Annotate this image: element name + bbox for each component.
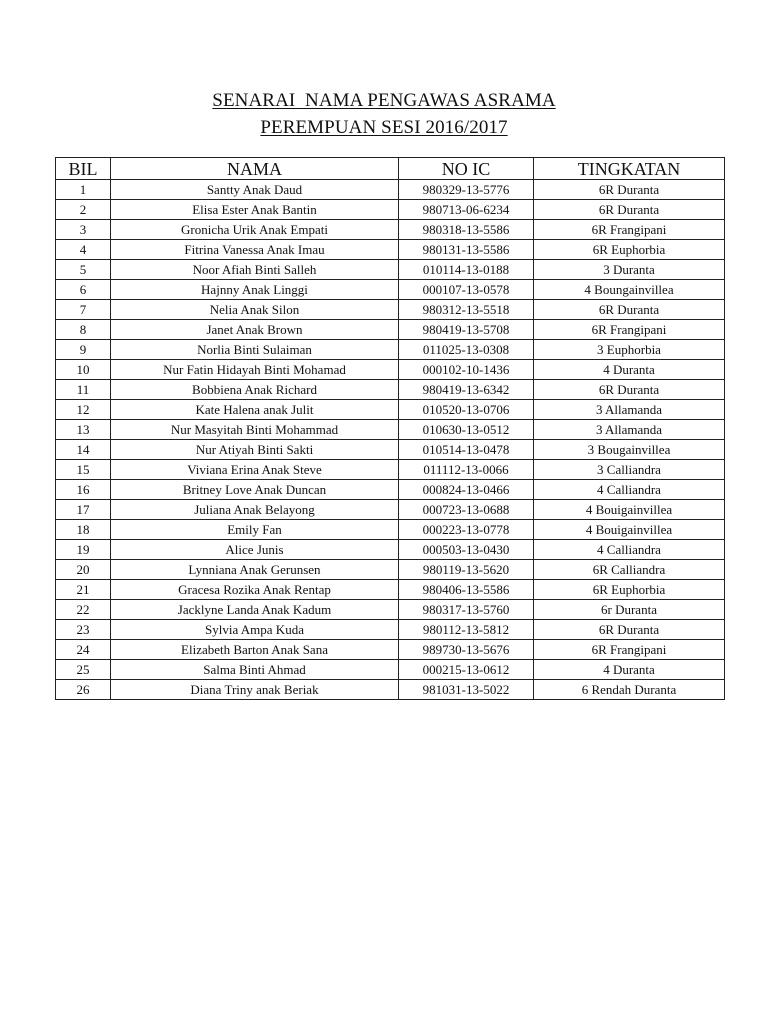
table-row [56, 580, 725, 600]
cell-no-ic: 980112-13-5812 [399, 620, 534, 640]
cell-tingkatan: 6R Euphorbia [534, 580, 725, 600]
table-row [56, 240, 725, 260]
student-table [55, 157, 725, 700]
cell-tingkatan: 6R Frangipani [534, 220, 725, 240]
cell-bil: 12 [56, 400, 111, 420]
cell-tingkatan: 3 Bougainvillea [534, 440, 725, 460]
cell-bil: 9 [56, 340, 111, 360]
cell-tingkatan: 3 Calliandra [534, 460, 725, 480]
cell-bil: 11 [56, 380, 111, 400]
cell-tingkatan: 4 Boungainvillea [534, 280, 725, 300]
table-row [56, 520, 725, 540]
cell-no-ic: 989730-13-5676 [399, 640, 534, 660]
cell-nama: Nur Masyitah Binti Mohammad [111, 420, 399, 440]
cell-tingkatan: 6R Duranta [534, 180, 725, 200]
cell-nama: Kate Halena anak Julit [111, 400, 399, 420]
table-row [56, 480, 725, 500]
cell-bil: 22 [56, 600, 111, 620]
cell-nama: Emily Fan [111, 520, 399, 540]
cell-no-ic: 980131-13-5586 [399, 240, 534, 260]
cell-nama: Fitrina Vanessa Anak Imau [111, 240, 399, 260]
cell-tingkatan: 4 Bouigainvillea [534, 500, 725, 520]
cell-tingkatan: 4 Duranta [534, 660, 725, 680]
cell-no-ic: 980419-13-6342 [399, 380, 534, 400]
header-tingkatan: TINGKATAN [534, 158, 725, 180]
table-row [56, 440, 725, 460]
cell-no-ic: 980119-13-5620 [399, 560, 534, 580]
cell-nama: Norlia Binti Sulaiman [111, 340, 399, 360]
cell-no-ic: 980713-06-6234 [399, 200, 534, 220]
table-row [56, 300, 725, 320]
cell-tingkatan: 6R Duranta [534, 200, 725, 220]
cell-bil: 1 [56, 180, 111, 200]
cell-nama: Gronicha Urik Anak Empati [111, 220, 399, 240]
cell-bil: 8 [56, 320, 111, 340]
cell-tingkatan: 6 Rendah Duranta [534, 680, 725, 700]
cell-tingkatan: 4 Calliandra [534, 480, 725, 500]
cell-tingkatan: 6R Euphorbia [534, 240, 725, 260]
cell-bil: 3 [56, 220, 111, 240]
table-row [56, 260, 725, 280]
cell-no-ic: 980406-13-5586 [399, 580, 534, 600]
cell-no-ic: 980317-13-5760 [399, 600, 534, 620]
table-row [56, 200, 725, 220]
cell-nama: Nur Fatin Hidayah Binti Mohamad [111, 360, 399, 380]
cell-bil: 20 [56, 560, 111, 580]
cell-no-ic: 000215-13-0612 [399, 660, 534, 680]
cell-bil: 18 [56, 520, 111, 540]
document-title-line-1: SENARAI NAMA PENGAWAS ASRAMA [212, 90, 556, 111]
table-row [56, 220, 725, 240]
cell-nama: Nur Atiyah Binti Sakti [111, 440, 399, 460]
cell-bil: 14 [56, 440, 111, 460]
table-row [56, 560, 725, 580]
table-row [56, 500, 725, 520]
cell-nama: Nelia Anak Silon [111, 300, 399, 320]
cell-tingkatan: 4 Calliandra [534, 540, 725, 560]
cell-tingkatan: 6R Frangipani [534, 640, 725, 660]
table-row [56, 400, 725, 420]
header-bil: BIL [56, 158, 111, 180]
cell-no-ic: 000723-13-0688 [399, 500, 534, 520]
table-row [56, 640, 725, 660]
cell-nama: Britney Love Anak Duncan [111, 480, 399, 500]
cell-nama: Noor Afiah Binti Salleh [111, 260, 399, 280]
table-row [56, 320, 725, 340]
cell-nama: Hajnny Anak Linggi [111, 280, 399, 300]
cell-nama: Viviana Erina Anak Steve [111, 460, 399, 480]
table-row [56, 180, 725, 200]
cell-nama: Alice Junis [111, 540, 399, 560]
table-row [56, 680, 725, 700]
cell-tingkatan: 6R Duranta [534, 620, 725, 640]
cell-bil: 5 [56, 260, 111, 280]
table-row [56, 420, 725, 440]
cell-bil: 19 [56, 540, 111, 560]
cell-bil: 13 [56, 420, 111, 440]
cell-no-ic: 980329-13-5776 [399, 180, 534, 200]
cell-no-ic: 010630-13-0512 [399, 420, 534, 440]
cell-nama: Sylvia Ampa Kuda [111, 620, 399, 640]
cell-tingkatan: 3 Duranta [534, 260, 725, 280]
table-row [56, 360, 725, 380]
cell-bil: 6 [56, 280, 111, 300]
cell-nama: Elisa Ester Anak Bantin [111, 200, 399, 220]
header-no-ic: NO IC [399, 158, 534, 180]
cell-tingkatan: 4 Duranta [534, 360, 725, 380]
cell-tingkatan: 6R Calliandra [534, 560, 725, 580]
cell-nama: Salma Binti Ahmad [111, 660, 399, 680]
header-nama: NAMA [111, 158, 399, 180]
cell-no-ic: 000102-10-1436 [399, 360, 534, 380]
cell-bil: 17 [56, 500, 111, 520]
cell-nama: Juliana Anak Belayong [111, 500, 399, 520]
cell-bil: 2 [56, 200, 111, 220]
cell-tingkatan: 6r Duranta [534, 600, 725, 620]
cell-no-ic: 980419-13-5708 [399, 320, 534, 340]
cell-no-ic: 000824-13-0466 [399, 480, 534, 500]
cell-no-ic: 000107-13-0578 [399, 280, 534, 300]
cell-bil: 16 [56, 480, 111, 500]
cell-nama: Gracesa Rozika Anak Rentap [111, 580, 399, 600]
cell-tingkatan: 3 Euphorbia [534, 340, 725, 360]
table-header-row [56, 158, 725, 180]
table-row [56, 600, 725, 620]
cell-nama: Bobbiena Anak Richard [111, 380, 399, 400]
cell-tingkatan: 4 Bouigainvillea [534, 520, 725, 540]
table-row [56, 660, 725, 680]
cell-tingkatan: 6R Duranta [534, 300, 725, 320]
table-body [56, 180, 725, 700]
table-row [56, 280, 725, 300]
cell-nama: Santty Anak Daud [111, 180, 399, 200]
cell-no-ic: 010514-13-0478 [399, 440, 534, 460]
cell-tingkatan: 3 Allamanda [534, 400, 725, 420]
table-row [56, 460, 725, 480]
cell-bil: 15 [56, 460, 111, 480]
cell-no-ic: 980318-13-5586 [399, 220, 534, 240]
cell-no-ic: 981031-13-5022 [399, 680, 534, 700]
cell-nama: Elizabeth Barton Anak Sana [111, 640, 399, 660]
cell-no-ic: 011112-13-0066 [399, 460, 534, 480]
table-row [56, 540, 725, 560]
cell-bil: 26 [56, 680, 111, 700]
cell-nama: Diana Triny anak Beriak [111, 680, 399, 700]
cell-tingkatan: 3 Allamanda [534, 420, 725, 440]
cell-nama: Janet Anak Brown [111, 320, 399, 340]
cell-no-ic: 010114-13-0188 [399, 260, 534, 280]
cell-bil: 25 [56, 660, 111, 680]
table-row [56, 620, 725, 640]
cell-tingkatan: 6R Frangipani [534, 320, 725, 340]
cell-bil: 23 [56, 620, 111, 640]
table-row [56, 340, 725, 360]
cell-nama: Jacklyne Landa Anak Kadum [111, 600, 399, 620]
cell-bil: 7 [56, 300, 111, 320]
cell-no-ic: 980312-13-5518 [399, 300, 534, 320]
table-row [56, 380, 725, 400]
cell-no-ic: 011025-13-0308 [399, 340, 534, 360]
cell-no-ic: 000223-13-0778 [399, 520, 534, 540]
cell-nama: Lynniana Anak Gerunsen [111, 560, 399, 580]
cell-bil: 24 [56, 640, 111, 660]
document-title-line-2: PEREMPUAN SESI 2016/2017 [260, 117, 508, 138]
cell-bil: 10 [56, 360, 111, 380]
cell-bil: 21 [56, 580, 111, 600]
cell-bil: 4 [56, 240, 111, 260]
cell-tingkatan: 6R Duranta [534, 380, 725, 400]
cell-no-ic: 000503-13-0430 [399, 540, 534, 560]
cell-no-ic: 010520-13-0706 [399, 400, 534, 420]
